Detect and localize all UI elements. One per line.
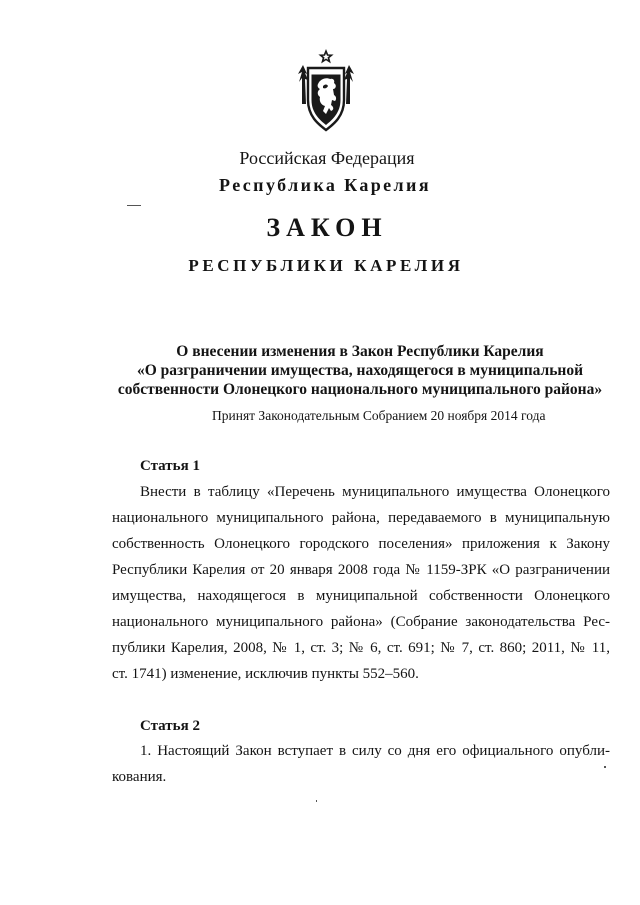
article-1-line: национального муниципального района» (Собрание законодательства Рес-	[112, 614, 610, 630]
article-2-line: 1. Настоящий Закон вступает в силу со дня его официального опубли-	[140, 743, 610, 759]
subject-line-1: О внесении изменения в Закон Республики Карелия	[176, 343, 544, 360]
article-1-line: Республики Карелия от 20 января 2008 года № 1159-ЗРК «О разграничении	[112, 562, 610, 578]
article-2-heading: Статья 2	[140, 718, 200, 734]
article-1-heading: Статья 1	[140, 458, 200, 474]
article-1-line: ст. 1741) изменение, исключив пункты 552–560.	[112, 666, 419, 682]
karelia-coat-of-arms-icon	[296, 48, 356, 132]
article-1-line: имущества, находящегося в муниципальной собственности Олонецкого	[112, 588, 610, 604]
article-2-line: кования.	[112, 769, 167, 785]
article-1-line: публики Карелия, 2008, № 1, ст. 3; № 6, ст. 691; № 7, ст. 860; 2011, № 11,	[112, 640, 610, 656]
federation-name: Российская Федерация	[239, 148, 415, 168]
article-1-line: Внести в таблицу «Перечень муниципального имущества Олонецкого	[140, 484, 610, 500]
scan-mark	[316, 800, 317, 802]
law-title: ЗАКОН	[266, 213, 388, 242]
subject-line-2: «О разграничении имущества, находящегося в муниципальной	[136, 362, 584, 379]
scan-mark	[127, 205, 141, 206]
article-1-line: национального муниципального района, передаваемого в муниципальную	[112, 510, 610, 526]
adoption-note: Принят Законодательным Собранием 20 ноября 2014 года	[212, 408, 546, 423]
scan-mark	[604, 766, 606, 768]
subject-line-3: собственности Олонецкого национального муниципального района»	[117, 381, 603, 398]
article-1-line: собственность Олонецкого городского поселения» приложения к Закону	[112, 536, 610, 552]
republic-name: Республика Карелия	[219, 175, 431, 195]
law-subtitle: РЕСПУБЛИКИ КАРЕЛИЯ	[188, 256, 464, 275]
